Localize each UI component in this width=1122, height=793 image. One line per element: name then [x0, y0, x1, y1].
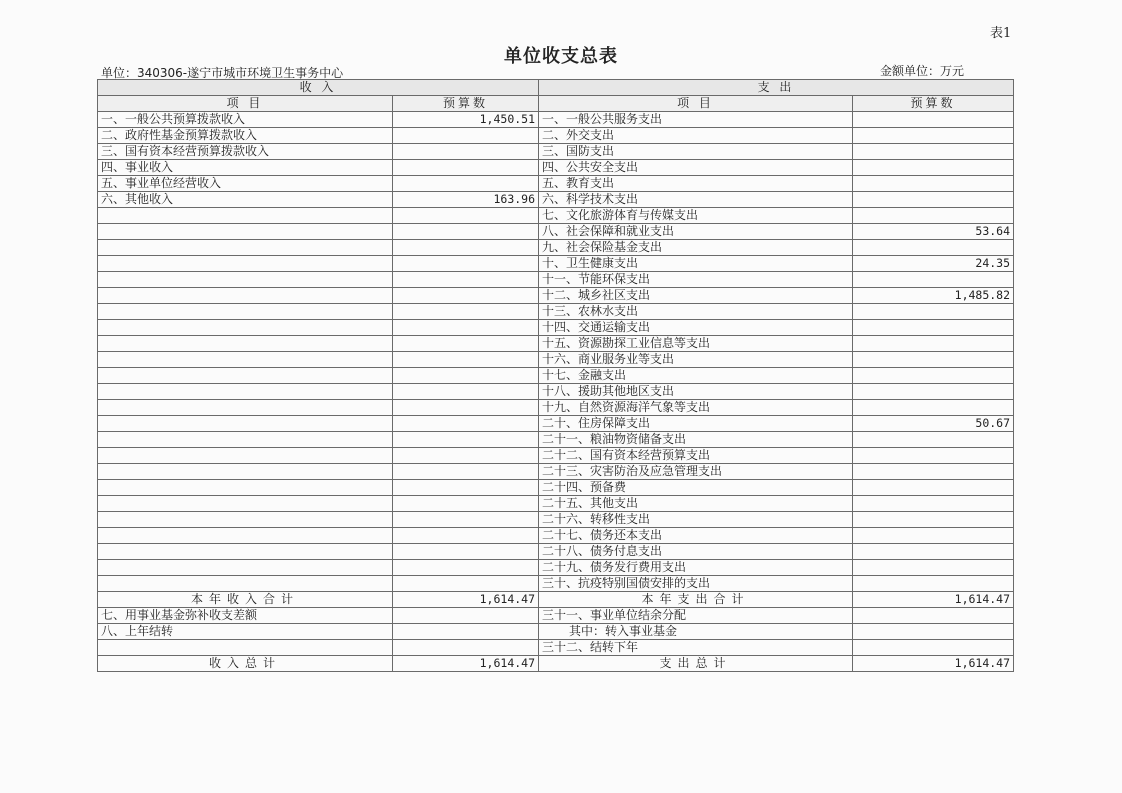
expense-value-cell — [853, 496, 1014, 512]
income-value-cell — [393, 160, 539, 176]
income-item-cell — [98, 528, 393, 544]
table-row — [98, 208, 1014, 224]
table-row — [98, 144, 1014, 160]
expense-budget-header: 预算数 — [853, 96, 1014, 112]
expense-value-cell — [853, 512, 1014, 528]
expense-item-cell: 七、文化旅游体育与传媒支出 — [539, 208, 853, 224]
income-value-cell: 163.96 — [393, 192, 539, 208]
expense-value-cell — [853, 544, 1014, 560]
expense-value-cell — [853, 128, 1014, 144]
expense-item-cell: 八、社会保障和就业支出 — [539, 224, 853, 240]
table-row — [98, 384, 1014, 400]
expense-item-cell: 三、国防支出 — [539, 144, 853, 160]
income-item-cell — [98, 544, 393, 560]
amount-unit-label: 金额单位：万元 — [880, 64, 965, 78]
expense-item-cell: 二十六、转移性支出 — [539, 512, 853, 528]
expense-value-cell — [853, 368, 1014, 384]
table-row — [98, 560, 1014, 576]
income-item-cell — [98, 496, 393, 512]
income-value-cell — [393, 144, 539, 160]
income-item-cell: 四、事业收入 — [98, 160, 393, 176]
expense-value-cell — [853, 192, 1014, 208]
table-row — [98, 176, 1014, 192]
expense-item-cell: 十四、交通运输支出 — [539, 320, 853, 336]
income-value-cell — [393, 176, 539, 192]
income-value-cell — [393, 512, 539, 528]
unit-name-label: 单位：340306-遂宁市城市环境卫生事务中心 — [101, 66, 344, 80]
table-row — [98, 160, 1014, 176]
table-row — [98, 400, 1014, 416]
income-item-cell — [98, 352, 393, 368]
income-value-cell — [393, 352, 539, 368]
income-value-cell — [393, 320, 539, 336]
income-value-cell — [393, 240, 539, 256]
income-value-cell — [393, 448, 539, 464]
income-item-cell — [98, 304, 393, 320]
income-item-cell — [98, 640, 393, 656]
table-row — [98, 576, 1014, 592]
expense-value-cell — [853, 464, 1014, 480]
table-row — [98, 288, 1014, 304]
table-row — [98, 528, 1014, 544]
income-value-cell — [393, 416, 539, 432]
income-item-cell — [98, 368, 393, 384]
income-value-cell — [393, 480, 539, 496]
income-value-cell — [393, 208, 539, 224]
table-row — [98, 416, 1014, 432]
income-item-cell — [98, 272, 393, 288]
expense-value-cell — [853, 560, 1014, 576]
income-item-cell — [98, 384, 393, 400]
table-row — [98, 240, 1014, 256]
expense-item-cell: 二十三、灾害防治及应急管理支出 — [539, 464, 853, 480]
income-subtotal-label: 本年收入合计 — [98, 592, 393, 608]
expense-item-cell: 十二、城乡社区支出 — [539, 288, 853, 304]
income-value-cell — [393, 256, 539, 272]
expense-value-cell — [853, 304, 1014, 320]
income-value-cell — [393, 272, 539, 288]
income-value-cell — [393, 544, 539, 560]
expense-item-header: 项 目 — [539, 96, 853, 112]
expense-item-cell: 六、科学技术支出 — [539, 192, 853, 208]
income-value-cell — [393, 624, 539, 640]
expense-value-cell — [853, 320, 1014, 336]
table-row — [98, 432, 1014, 448]
total-row — [98, 656, 1014, 672]
income-item-cell — [98, 576, 393, 592]
expense-total-value: 1,614.47 — [853, 656, 1014, 672]
income-item-cell: 五、事业单位经营收入 — [98, 176, 393, 192]
table-row — [98, 128, 1014, 144]
income-item-cell — [98, 416, 393, 432]
income-budget-header: 预算数 — [393, 96, 539, 112]
income-item-cell — [98, 240, 393, 256]
expense-value-cell: 1,485.82 — [853, 288, 1014, 304]
income-value-cell — [393, 640, 539, 656]
expense-value-cell: 53.64 — [853, 224, 1014, 240]
income-item-cell — [98, 288, 393, 304]
income-item-cell: 七、用事业基金弥补收支差额 — [98, 608, 393, 624]
expense-item-cell: 十、卫生健康支出 — [539, 256, 853, 272]
expense-value-cell — [853, 144, 1014, 160]
income-item-header: 项 目 — [98, 96, 393, 112]
expense-item-cell: 十一、节能环保支出 — [539, 272, 853, 288]
expense-subtotal-value: 1,614.47 — [853, 592, 1014, 608]
table-row — [98, 480, 1014, 496]
income-item-cell — [98, 560, 393, 576]
expense-value-cell: 50.67 — [853, 416, 1014, 432]
expense-value-cell — [853, 448, 1014, 464]
expense-item-cell: 三十一、事业单位结余分配 — [539, 608, 853, 624]
expense-value-cell — [853, 480, 1014, 496]
expense-item-cell: 十三、农林水支出 — [539, 304, 853, 320]
table-row — [98, 352, 1014, 368]
table-row — [98, 640, 1014, 656]
expense-item-cell: 二十五、其他支出 — [539, 496, 853, 512]
income-item-cell — [98, 256, 393, 272]
expense-item-cell: 十九、自然资源海洋气象等支出 — [539, 400, 853, 416]
table-row — [98, 464, 1014, 480]
table-row — [98, 304, 1014, 320]
expense-item-cell: 十五、资源勘探工业信息等支出 — [539, 336, 853, 352]
income-value-cell — [393, 464, 539, 480]
expense-item-cell: 一、一般公共服务支出 — [539, 112, 853, 128]
expense-value-cell — [853, 160, 1014, 176]
expense-value-cell — [853, 112, 1014, 128]
expense-item-cell: 五、教育支出 — [539, 176, 853, 192]
expense-total-label: 支出总计 — [539, 656, 853, 672]
income-total-value: 1,614.47 — [393, 656, 539, 672]
income-section-header: 收 入 — [98, 80, 539, 96]
table-row — [98, 496, 1014, 512]
expense-item-cell: 九、社会保险基金支出 — [539, 240, 853, 256]
table-row — [98, 224, 1014, 240]
expense-item-cell: 十八、援助其他地区支出 — [539, 384, 853, 400]
income-total-label: 收入总计 — [98, 656, 393, 672]
table-row — [98, 336, 1014, 352]
expense-value-cell — [853, 272, 1014, 288]
expense-item-cell: 三十、抗疫特别国债安排的支出 — [539, 576, 853, 592]
income-value-cell — [393, 400, 539, 416]
income-value-cell — [393, 432, 539, 448]
table-row — [98, 368, 1014, 384]
expense-value-cell — [853, 176, 1014, 192]
income-value-cell — [393, 560, 539, 576]
expense-value-cell — [853, 352, 1014, 368]
table-row — [98, 448, 1014, 464]
income-item-cell — [98, 208, 393, 224]
budget-summary-table — [97, 79, 1014, 672]
expense-item-cell: 二、外交支出 — [539, 128, 853, 144]
income-value-cell — [393, 128, 539, 144]
income-item-cell — [98, 432, 393, 448]
income-item-cell: 八、上年结转 — [98, 624, 393, 640]
expense-item-cell: 二十八、债务付息支出 — [539, 544, 853, 560]
income-value-cell — [393, 384, 539, 400]
income-item-cell — [98, 224, 393, 240]
expense-value-cell — [853, 208, 1014, 224]
expense-value-cell — [853, 640, 1014, 656]
table-row — [98, 320, 1014, 336]
expense-value-cell — [853, 608, 1014, 624]
expense-item-cell: 四、公共安全支出 — [539, 160, 853, 176]
expense-item-cell: 二十九、债务发行费用支出 — [539, 560, 853, 576]
expense-item-cell: 十七、金融支出 — [539, 368, 853, 384]
expense-value-cell — [853, 336, 1014, 352]
income-item-cell — [98, 512, 393, 528]
subtotal-row — [98, 592, 1014, 608]
expense-value-cell — [853, 432, 1014, 448]
income-item-cell — [98, 320, 393, 336]
expense-value-cell — [853, 624, 1014, 640]
income-item-cell — [98, 480, 393, 496]
page-title: 单位收支总表 — [504, 46, 618, 67]
expense-item-cell: 其中：转入事业基金 — [539, 624, 853, 640]
table-row — [98, 272, 1014, 288]
income-value-cell — [393, 288, 539, 304]
income-value-cell — [393, 528, 539, 544]
income-value-cell — [393, 608, 539, 624]
income-subtotal-value: 1,614.47 — [393, 592, 539, 608]
income-item-cell — [98, 448, 393, 464]
expense-value-cell — [853, 576, 1014, 592]
income-value-cell — [393, 576, 539, 592]
expense-item-cell: 二十二、国有资本经营预算支出 — [539, 448, 853, 464]
income-value-cell — [393, 368, 539, 384]
table-number-label: 表1 — [990, 26, 1012, 41]
income-value-cell — [393, 304, 539, 320]
expense-value-cell — [853, 400, 1014, 416]
income-value-cell: 1,450.51 — [393, 112, 539, 128]
table-row — [98, 608, 1014, 624]
income-item-cell: 一、一般公共预算拨款收入 — [98, 112, 393, 128]
income-item-cell: 三、国有资本经营预算拨款收入 — [98, 144, 393, 160]
income-item-cell — [98, 464, 393, 480]
table-row — [98, 544, 1014, 560]
expense-section-header: 支 出 — [539, 80, 1014, 96]
income-item-cell — [98, 400, 393, 416]
income-value-cell — [393, 336, 539, 352]
expense-value-cell — [853, 384, 1014, 400]
income-item-cell — [98, 336, 393, 352]
income-value-cell — [393, 224, 539, 240]
expense-item-cell: 二十、住房保障支出 — [539, 416, 853, 432]
table-row — [98, 624, 1014, 640]
table-row — [98, 192, 1014, 208]
table-row — [98, 512, 1014, 528]
income-item-cell: 二、政府性基金预算拨款收入 — [98, 128, 393, 144]
expense-value-cell — [853, 528, 1014, 544]
expense-item-cell: 十六、商业服务业等支出 — [539, 352, 853, 368]
income-item-cell: 六、其他收入 — [98, 192, 393, 208]
expense-item-cell: 二十七、债务还本支出 — [539, 528, 853, 544]
expense-value-cell: 24.35 — [853, 256, 1014, 272]
income-value-cell — [393, 496, 539, 512]
expense-item-cell: 二十四、预备费 — [539, 480, 853, 496]
table-row — [98, 256, 1014, 272]
expense-subtotal-label: 本年支出合计 — [539, 592, 853, 608]
expense-item-cell: 三十二、结转下年 — [539, 640, 853, 656]
expense-value-cell — [853, 240, 1014, 256]
table-row — [98, 112, 1014, 128]
expense-item-cell: 二十一、粮油物资储备支出 — [539, 432, 853, 448]
